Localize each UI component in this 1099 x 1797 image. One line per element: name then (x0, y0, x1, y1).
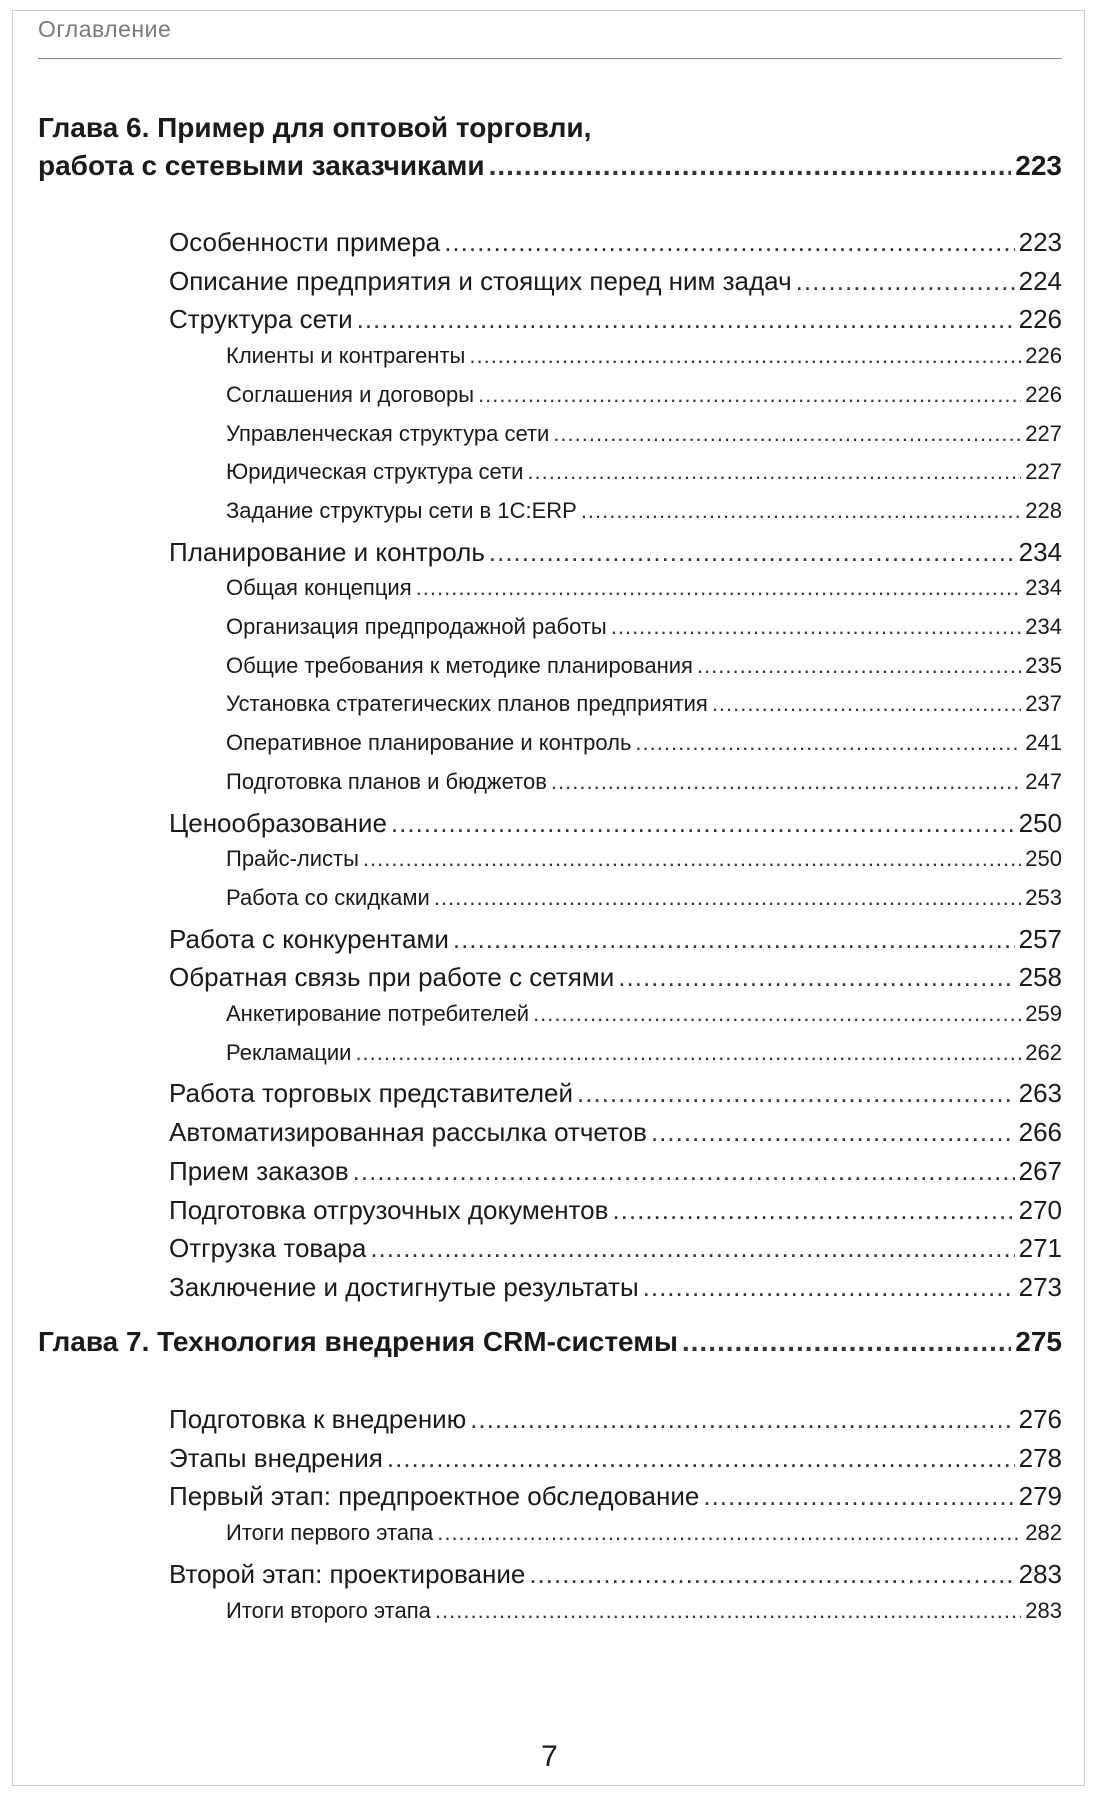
toc-entry-title: Работа с конкурентами (169, 923, 449, 954)
chapter-6-heading[interactable] (38, 150, 1062, 182)
toc-entry[interactable] (226, 1598, 1062, 1624)
toc-entry-title: Прайс-листы (226, 846, 359, 872)
leader-dots (618, 962, 1014, 993)
header-rule (38, 58, 1062, 59)
toc-entry-title: Этапы внедрения (169, 1442, 383, 1473)
toc-entry-title: Подготовка отгрузочных документов (169, 1194, 609, 1225)
toc-entry[interactable] (169, 808, 1062, 839)
leader-dots (651, 1117, 1015, 1148)
toc-entry-page: 224 (1018, 265, 1062, 296)
toc-entry-page: 273 (1018, 1271, 1062, 1302)
toc-entry-page: 227 (1025, 420, 1062, 446)
chapter-7-page: 275 (1015, 1326, 1062, 1357)
leader-dots (387, 1443, 1015, 1474)
toc-entry[interactable] (226, 343, 1062, 369)
leader-dots (437, 1520, 1021, 1546)
toc-entry-page: 257 (1018, 923, 1062, 954)
toc-entry-page: 235 (1025, 652, 1062, 678)
toc-entry-title: Подготовка к внедрению (169, 1404, 467, 1434)
toc-entry-title: Первый этап: предпроектное обследование (169, 1481, 700, 1512)
toc-entry-title: Управленческая структура сети (226, 420, 550, 446)
toc-entry[interactable] (169, 1233, 1062, 1264)
toc-entry-page: 259 (1025, 1001, 1062, 1026)
toc-entry[interactable] (169, 1443, 1062, 1474)
toc-entry-title: Оперативное планирование и контроль (226, 730, 632, 756)
toc-entry[interactable] (169, 537, 1062, 568)
toc-entry-title: Организация предпродажной работы (226, 614, 607, 639)
toc-entry-title: Задание структуры сети в 1С:ERP (226, 497, 577, 523)
toc-entry[interactable] (169, 1117, 1062, 1148)
leader-dots (370, 1233, 1014, 1264)
toc-entry-page: 283 (1025, 1597, 1062, 1623)
leader-dots (527, 459, 1021, 485)
toc-entry-page: 282 (1025, 1520, 1062, 1546)
page-number: 7 (541, 1740, 558, 1773)
toc-entry-page: 283 (1018, 1558, 1062, 1589)
toc-entry-page: 270 (1018, 1194, 1062, 1225)
toc-entry-page: 237 (1025, 691, 1062, 717)
leader-dots (712, 691, 1021, 717)
toc-entry-title: Подготовка планов и бюджетов (226, 768, 547, 794)
toc-entry[interactable] (169, 1078, 1062, 1109)
toc-entry-page: 250 (1025, 846, 1062, 872)
leader-dots (635, 730, 1021, 756)
leader-dots (796, 266, 1015, 297)
toc-entry-page: 226 (1018, 304, 1062, 335)
toc-entry-page: 253 (1025, 884, 1062, 910)
toc-entry-title: Юридическая структура сети (226, 459, 524, 485)
toc-entry[interactable] (226, 1040, 1062, 1066)
leader-dots (453, 924, 1015, 955)
toc-entry[interactable] (226, 769, 1062, 795)
toc-entry-title: Итоги первого этапа (226, 1520, 434, 1546)
toc-entry-page: 262 (1025, 1039, 1062, 1065)
toc-entry[interactable] (169, 1272, 1062, 1303)
leader-dots (533, 1001, 1021, 1027)
toc-entry-title: Планирование и контроль (169, 536, 485, 567)
toc-entry-title: Автоматизированная рассылка отчетов (169, 1117, 647, 1148)
toc-entry[interactable] (226, 614, 1062, 640)
toc-entry[interactable] (226, 846, 1062, 872)
toc-entry[interactable] (169, 1195, 1062, 1226)
toc-entry-page: 279 (1018, 1481, 1062, 1512)
toc-entry-title: Ценообразование (169, 807, 387, 838)
toc-entry[interactable] (169, 962, 1062, 993)
leader-dots (611, 614, 1022, 640)
toc-entry-title: Прием заказов (169, 1155, 349, 1186)
chapter-6-page: 223 (1015, 150, 1062, 181)
leader-dots (697, 653, 1021, 679)
leader-dots (353, 1156, 1015, 1187)
toc-entry[interactable] (226, 498, 1062, 524)
leader-dots (551, 769, 1021, 795)
leader-dots (612, 1195, 1014, 1226)
leader-dots (357, 304, 1015, 335)
leader-dots (682, 1326, 1011, 1358)
toc-entry-page: 228 (1025, 497, 1062, 523)
toc-entry[interactable] (226, 1520, 1062, 1546)
toc-entry-title: Особенности примера (169, 227, 441, 257)
toc-entry-page: 271 (1018, 1233, 1062, 1264)
toc-entry[interactable] (226, 885, 1062, 911)
leader-dots (391, 808, 1015, 839)
toc-entry[interactable] (226, 653, 1062, 679)
toc-entry-page: 234 (1025, 575, 1062, 601)
leader-dots (577, 1078, 1015, 1109)
toc-entry[interactable] (169, 1481, 1062, 1512)
leader-dots (355, 1040, 1021, 1066)
toc-entry-page: 234 (1025, 614, 1062, 639)
toc-entry[interactable] (226, 459, 1062, 485)
leader-dots (469, 343, 1021, 369)
toc-entry[interactable] (169, 924, 1062, 955)
running-head: Оглавление (38, 16, 172, 42)
toc-entry[interactable] (169, 1404, 1062, 1435)
toc-entry[interactable] (226, 1001, 1062, 1027)
toc-entry[interactable] (226, 382, 1062, 408)
toc-entry-title: Общая концепция (226, 575, 412, 601)
leader-dots (581, 498, 1021, 524)
toc-entry-page: 223 (1018, 227, 1062, 257)
chapter-7-heading[interactable] (38, 1326, 1062, 1358)
toc-entry[interactable] (226, 691, 1062, 717)
toc-entry-page: 226 (1025, 343, 1062, 369)
leader-dots (553, 421, 1021, 447)
toc-entry-page: 241 (1025, 730, 1062, 756)
toc-entry[interactable] (169, 1156, 1062, 1187)
toc-entry-title: Структура сети (169, 304, 353, 335)
toc-entry-title: Работа торговых представителей (169, 1078, 574, 1109)
toc-entry-title: Установка стратегических планов предприятия (226, 691, 708, 717)
toc-entry-page: 278 (1018, 1442, 1062, 1473)
toc-entry[interactable] (169, 266, 1062, 297)
toc-entry-page: 266 (1018, 1117, 1062, 1148)
leader-dots (434, 885, 1021, 911)
toc-entry-title: Итоги второго этапа (226, 1597, 431, 1623)
leader-dots (703, 1481, 1014, 1512)
toc-entry-title: Заключение и достигнутые результаты (169, 1271, 639, 1302)
toc-entry[interactable] (226, 421, 1062, 447)
toc-entry-title: Соглашения и договоры (226, 381, 475, 407)
leader-dots (444, 227, 1014, 258)
leader-dots (489, 150, 1012, 182)
toc-entry[interactable] (169, 304, 1062, 335)
chapter-6-title-line2: работа с сетевыми заказчиками (38, 150, 485, 181)
toc-entry[interactable] (169, 227, 1062, 258)
toc-entry-title: Общие требования к методике планирования (226, 652, 693, 678)
toc-entry-title: Отгрузка товара (169, 1233, 367, 1264)
chapter-6-title-line1: Глава 6. Пример для оптовой торговли, (38, 112, 592, 143)
toc-entry-title: Анкетирование потребителей (226, 1001, 530, 1026)
chapter-7-title: Глава 7. Технология внедрения CRM-системы (38, 1326, 678, 1357)
leader-dots (489, 537, 1015, 568)
toc-entry-title: Работа со скидками (226, 884, 430, 910)
toc-entry-page: 227 (1025, 459, 1062, 485)
toc-entry[interactable] (226, 730, 1062, 756)
leader-dots (529, 1559, 1014, 1590)
leader-dots (363, 846, 1021, 872)
toc-entry[interactable] (226, 575, 1062, 601)
leader-dots (435, 1598, 1021, 1624)
toc-entry-page: 267 (1018, 1155, 1062, 1186)
toc-entry-title: Описание предприятия и стоящих перед ним задач (169, 265, 792, 296)
toc-entry-page: 276 (1018, 1404, 1062, 1434)
toc-entry-title: Обратная связь при работе с сетями (169, 962, 615, 993)
leader-dots (416, 575, 1022, 601)
toc-entry-title: Второй этап: проектирование (169, 1558, 526, 1589)
toc-entry-page: 234 (1018, 536, 1062, 567)
toc-entry-page: 250 (1018, 807, 1062, 838)
leader-dots (470, 1404, 1014, 1435)
toc-entry-page: 263 (1018, 1078, 1062, 1109)
toc-entry-page: 247 (1025, 768, 1062, 794)
toc-entry[interactable] (169, 1559, 1062, 1590)
leader-dots (478, 382, 1021, 408)
toc-entry-page: 258 (1018, 962, 1062, 993)
leader-dots (643, 1272, 1015, 1303)
toc-entry-title: Клиенты и контрагенты (226, 343, 466, 369)
toc-entry-page: 226 (1025, 381, 1062, 407)
toc-entry-title: Рекламации (226, 1039, 352, 1065)
